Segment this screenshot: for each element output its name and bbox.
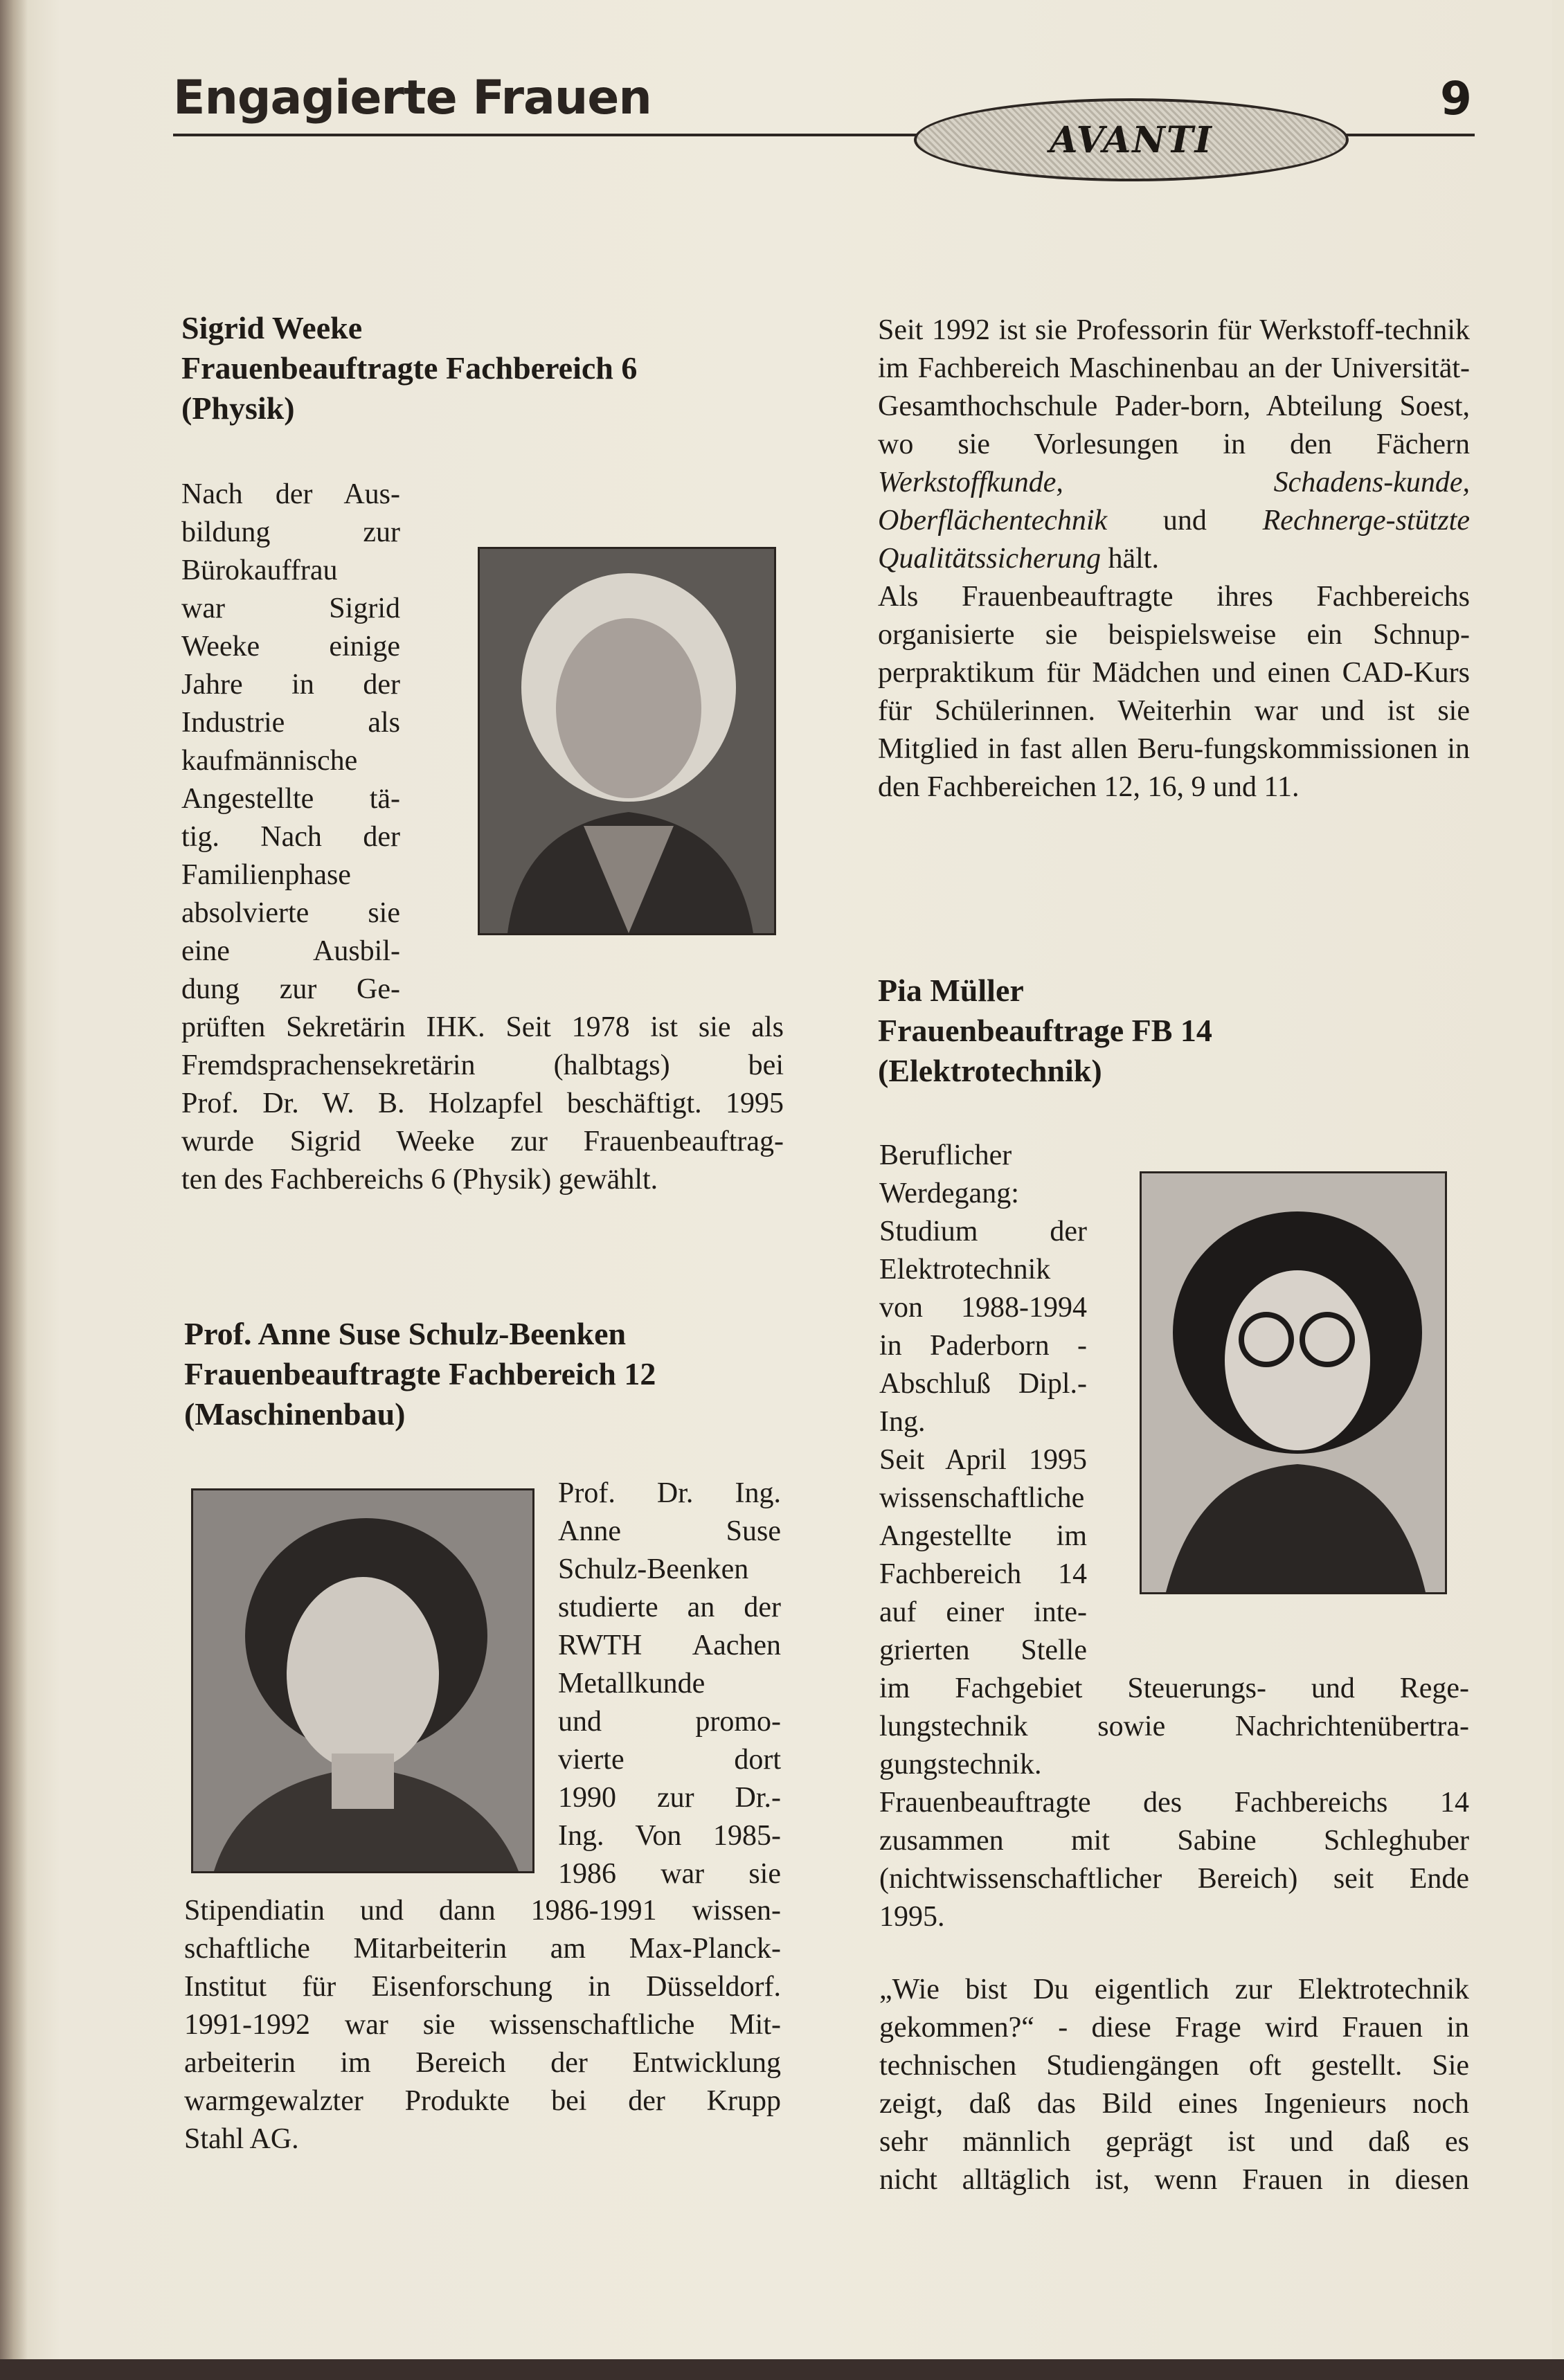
schulz-continued-text: [878, 312, 1470, 806]
book-spine-shadow: [0, 0, 28, 2380]
text-line: 1995.: [879, 1901, 945, 1933]
mueller-narrow-text: [879, 1137, 1087, 1670]
course-names: Rechnerge-stützte Qualitätssicherung: [878, 505, 1470, 575]
weeke-role: Frauenbeauftragte Fachbereich 6: [181, 350, 638, 386]
text-line: dung zur Ge-: [181, 973, 400, 1005]
mueller-portrait-photo: [1140, 1171, 1447, 1594]
text-line: auf einer inte-: [879, 1596, 1087, 1628]
text-line: Frauenbeauftragte des Fachbereichs 14: [879, 1787, 1469, 1819]
schulz-dept: (Maschinenbau): [184, 1396, 406, 1432]
text-line: Industrie als: [181, 707, 400, 739]
text-line: wurde Sigrid Weeke zur Frauenbeauftrag-: [181, 1126, 784, 1157]
text-line: kaufmännische: [181, 745, 358, 777]
text-line: 1991-1992 war sie wissenschaftliche Mit-: [184, 2009, 781, 2041]
text-line: Ing. Von 1985-: [558, 1820, 781, 1852]
text-line: Angestellte tä-: [181, 783, 400, 815]
text-line: technischen Studiengängen oft gestellt. Sie: [879, 2050, 1469, 2082]
schulz-name: Prof. Anne Suse Schulz-Beenken: [184, 1316, 627, 1351]
text-line: 1990 zur Dr.-: [558, 1782, 781, 1814]
activities-paragraph: Als Frauenbeauftragte ihres Fachbereichs organisierte sie beispielsweise ein Schnup-perpraktikum für Mädchen und einen CAD-Kurs für Schülerinnen. Weiterhin war und ist sie Mitglied in fast allen Beru-fungskommissionen in den Fachbereichen 12, 16, 9 und 11.: [878, 581, 1470, 803]
text-line: bildung zur: [181, 516, 400, 548]
text-line: von 1988-1994: [879, 1292, 1087, 1324]
text-line: RWTH Aachen: [558, 1630, 781, 1661]
text-line: eine Ausbil-: [181, 935, 400, 967]
text-line: Metallkunde: [558, 1668, 705, 1700]
mueller-dept: (Elektrotechnik): [878, 1053, 1102, 1088]
section-title: Engagierte Frauen: [173, 71, 651, 125]
portrait-illustration: [480, 549, 774, 933]
text-line: Abschluß Dipl.-: [879, 1368, 1087, 1400]
text-line: ten des Fachbereichs 6 (Physik) gewählt.: [181, 1164, 658, 1196]
schulz-role: Frauenbeauftragte Fachbereich 12: [184, 1356, 656, 1391]
text-line: (nichtwissenschaftlicher Bereich) seit Ende: [879, 1863, 1469, 1895]
text-line: Familienphase: [181, 859, 351, 891]
page-bottom-edge: [0, 2359, 1564, 2380]
text-line: Ing.: [879, 1406, 926, 1438]
text-line: Schulz-Beenken: [558, 1553, 749, 1585]
weeke-heading: [181, 308, 777, 429]
text-line: war Sigrid: [181, 593, 400, 624]
text-line: „Wie bist Du eigentlich zur Elektrotechnik: [879, 1974, 1469, 2005]
text-run: hält.: [1101, 543, 1159, 575]
text-line: Werdegang:: [879, 1178, 1019, 1209]
schulz-heading: [184, 1314, 793, 1434]
text-line: Prof. Dr. Ing.: [558, 1477, 781, 1509]
text-line: in Paderborn -: [879, 1330, 1087, 1362]
text-run: und: [1107, 505, 1263, 537]
mueller-role: Frauenbeauftrage FB 14: [878, 1013, 1212, 1048]
text-line: arbeiterin im Bereich der Entwicklung: [184, 2047, 781, 2079]
text-line: gekommen?“ - diese Frage wird Frauen in: [879, 2012, 1469, 2044]
mueller-full-text: [879, 1670, 1469, 1936]
text-line: sehr männlich geprägt ist und daß es: [879, 2126, 1469, 2158]
text-line: Nach der Aus-: [181, 478, 400, 510]
avanti-logo: [914, 98, 1349, 181]
text-line: Angestellte im: [879, 1520, 1087, 1552]
text-line: warmgewalzter Produkte bei der Krupp: [184, 2085, 781, 2117]
text-line: prüften Sekretärin IHK. Seit 1978 ist sie als: [181, 1011, 784, 1043]
course-names: Werkstoffkunde, Schadens-kunde, Oberflächentechnik: [878, 467, 1470, 537]
text-line: Fachbereich 14: [879, 1558, 1087, 1590]
text-line: gungstechnik.: [879, 1749, 1042, 1781]
text-line: schaftliche Mitarbeiterin am Max-Planck-: [184, 1933, 781, 1965]
text-line: zusammen mit Sabine Schleghuber: [879, 1825, 1469, 1857]
logo-text: AVANTI: [1050, 118, 1213, 161]
schulz-portrait-photo: [191, 1488, 534, 1873]
portrait-illustration: [193, 1490, 532, 1871]
text-line: Stahl AG.: [184, 2123, 299, 2155]
text-line: im Fachgebiet Steuerungs- und Rege-: [879, 1673, 1469, 1704]
text-line: absolvierte sie: [181, 897, 400, 929]
text-line: Bürokauffrau: [181, 555, 338, 586]
text-line: studierte an der: [558, 1592, 781, 1623]
text-line: Stipendiatin und dann 1986-1991 wissen-: [184, 1895, 781, 1927]
text-line: zeigt, daß das Bild eines Ingenieurs noch: [879, 2088, 1469, 2120]
portrait-illustration: [1142, 1173, 1445, 1592]
weeke-narrow-text: [181, 476, 400, 1009]
mueller-name: Pia Müller: [878, 973, 1024, 1008]
text-line: Weeke einige: [181, 631, 400, 662]
text-line: vierte dort: [558, 1744, 781, 1776]
text-line: Elektrotechnik: [879, 1254, 1051, 1286]
weeke-portrait-photo: [478, 547, 776, 935]
text-line: Seit April 1995: [879, 1444, 1087, 1476]
schulz-narrow-text: [558, 1475, 781, 1893]
text-line: und promo-: [558, 1706, 781, 1738]
professorship-paragraph: [878, 312, 1470, 578]
mueller-quote-text: [879, 1971, 1469, 2199]
text-line: lungstechnik sowie Nachrichtenübertra-: [879, 1711, 1469, 1742]
weeke-name: Sigrid Weeke: [181, 310, 363, 345]
weeke-full-text: [181, 1009, 784, 1199]
text-line: Beruflicher: [879, 1139, 1012, 1171]
text-line: Fremdsprachensekretärin (halbtags) bei: [181, 1049, 784, 1081]
text-line: wissenschaftliche: [879, 1482, 1085, 1514]
text-line: nicht alltäglich ist, wenn Frauen in diesen: [879, 2164, 1469, 2196]
weeke-dept: (Physik): [181, 390, 295, 426]
text-line: Anne Suse: [558, 1515, 781, 1547]
schulz-full-text: [184, 1892, 781, 2158]
text-line: Institut für Eisenforschung in Düsseldorf.: [184, 1971, 781, 2003]
text-line: tig. Nach der: [181, 821, 400, 853]
text-line: Studium der: [879, 1216, 1087, 1247]
text-line: Prof. Dr. W. B. Holzapfel beschäftigt. 1995: [181, 1088, 784, 1119]
text-line: 1986 war sie: [558, 1858, 781, 1890]
text-line: grierten Stelle: [879, 1634, 1087, 1666]
text-line: Jahre in der: [181, 669, 400, 701]
page-number: 9: [1440, 72, 1472, 125]
text-run: Seit 1992 ist sie Professorin für Werkstoff-technik im Fachbereich Maschinenbau an der Universität-Gesamthochschule Pader-born, Abteilung Soest, wo sie Vorlesungen in den Fächern: [878, 314, 1470, 460]
mueller-heading: [878, 971, 1473, 1091]
